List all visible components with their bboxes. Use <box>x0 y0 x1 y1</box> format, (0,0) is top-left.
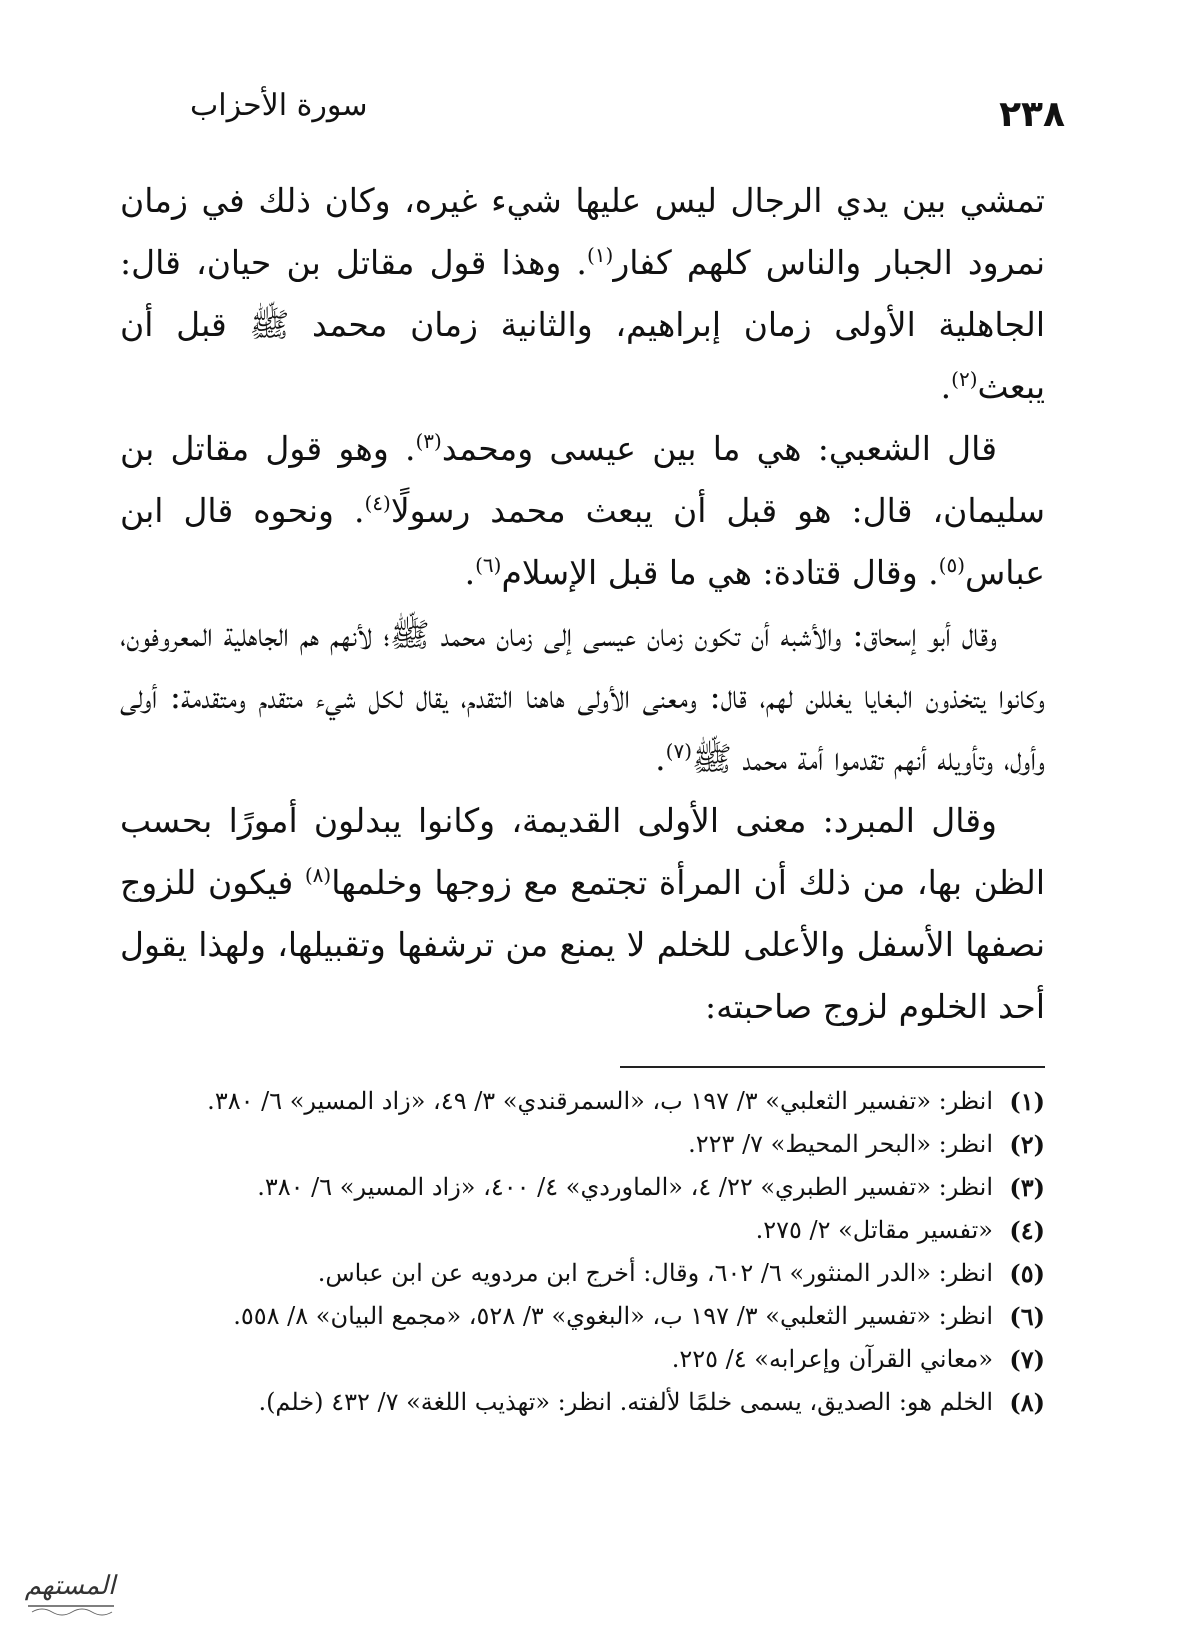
footnote-divider <box>620 1066 1045 1068</box>
footnote-number: (٨) <box>1009 1388 1045 1417</box>
page-header <box>120 88 1065 138</box>
footnote-text: «معاني القرآن وإعرابه» ٤/ ٢٢٥. <box>671 1345 993 1373</box>
footnote <box>120 1209 1045 1252</box>
footnote-text: انظر: «تفسير الطبري» ٢٢/ ٤، «الماوردي» ٤/ ٤٠٠، «زاد المسير» ٦/ ٣٨٠. <box>257 1173 993 1201</box>
running-title: سورة الأحزاب <box>190 88 368 123</box>
text-run: وقال أبو إسحاق: والأشبه أن تكون زمان عيسى إلى زمان محمد ﷺ؛ لأنهم هم الجاهلية المعروفون، وكانوا يتخذون البغايا يغللن لهم، قال: ومعنى الأولى هاهنا التقدم، يقال لكل شيء متقدم ومتقدمة: أولى وأول، وتأويله أنهم تقدموا أمة محمد ﷺ <box>120 615 1045 778</box>
footnote-ref: (٤) <box>364 491 391 515</box>
text-run: . وقال قتادة: هي ما قبل الإسلام <box>501 553 939 592</box>
main-text <box>120 170 1045 1038</box>
footnote <box>120 1295 1045 1338</box>
footnote <box>120 1381 1045 1424</box>
footnote <box>120 1080 1045 1123</box>
paragraph <box>120 170 1045 418</box>
footnote-ref: (٦) <box>475 553 502 577</box>
footnote-text: انظر: «تفسير الثعلبي» ٣/ ١٩٧ ب، «البغوي» ٣/ ٥٢٨، «مجمع البيان» ٨/ ٥٥٨. <box>233 1302 993 1330</box>
footnote-text: انظر: «تفسير الثعلبي» ٣/ ١٩٧ ب، «السمرقندي» ٣/ ٤٩، «زاد المسير» ٦/ ٣٨٠. <box>207 1087 993 1115</box>
text-run: . ونحوه قال ابن عباس <box>120 491 1045 592</box>
footnote-ref: (٥) <box>938 553 965 577</box>
footnote <box>120 1123 1045 1166</box>
footnote-ref: (٢) <box>951 367 978 391</box>
text-run: . <box>655 739 666 778</box>
footnote-number: (٢) <box>1009 1130 1045 1159</box>
footnote-ref: (٨) <box>304 863 332 887</box>
footnote-number: (٦) <box>1009 1302 1045 1331</box>
footnote <box>120 1166 1045 1209</box>
footnote-number: (١) <box>1009 1087 1045 1116</box>
text-run: . <box>464 553 476 592</box>
footnote-text: انظر: «الدر المنثور» ٦/ ٦٠٢، وقال: أخرج ابن مردويه عن ابن عباس. <box>317 1259 993 1287</box>
library-stamp-logo <box>10 1560 130 1620</box>
footnote-text: انظر: «البحر المحيط» ٧/ ٢٢٣. <box>688 1130 993 1158</box>
footnote-text: «تفسير مقاتل» ٢/ ٢٧٥. <box>755 1216 993 1244</box>
footnote-number: (٤) <box>1009 1216 1045 1245</box>
text-run: قال الشعبي: هي ما بين عيسى ومحمد <box>441 429 997 468</box>
footnote <box>120 1338 1045 1381</box>
paragraph <box>120 604 1045 790</box>
footnote-ref: (١) <box>586 243 614 267</box>
footnote-number: (٥) <box>1009 1259 1045 1288</box>
text-run: . <box>940 367 952 406</box>
text-run: . وهذا قول مقاتل بن حيان، قال: الجاهلية الأولى زمان إبراهيم، والثانية زمان محمد ﷺ قبل أن يبعث <box>120 243 1045 406</box>
stamp-lettering: المستهم <box>24 1571 116 1601</box>
paragraph <box>120 790 1045 1038</box>
text-run: . وهو قول مقاتل بن سليمان، قال: هو قبل أن يبعث محمد رسولًا <box>120 429 1045 530</box>
footnote-ref: (٧) <box>665 739 693 763</box>
footnote <box>120 1252 1045 1295</box>
text-run: وقال المبرد: معنى الأولى القديمة، وكانوا يبدلون أمورًا بحسب الظن بها، من ذلك أن المرأة تجتمع مع زوجها وخلمها <box>120 801 1045 902</box>
page-number: ٢٣٨ <box>999 94 1065 135</box>
footnotes <box>120 1080 1045 1424</box>
footnote-text: الخلم هو: الصديق، يسمى خلمًا لألفته. انظر: «تهذيب اللغة» ٧/ ٤٣٢ (خلم). <box>258 1388 993 1416</box>
footnote-number: (٧) <box>1009 1345 1045 1374</box>
footnote-ref: (٣) <box>415 429 442 453</box>
text-run: تمشي بين يدي الرجال ليس عليها شيء غيره، وكان ذلك في زمان نمرود الجبار والناس كلهم كفار <box>120 181 1045 282</box>
paragraph <box>120 418 1045 604</box>
text-run: فيكون للزوج نصفها الأسفل والأعلى للخلم لا يمنع من ترشفها وتقبيلها، ولهذا يقول أحد الخلوم لزوج صاحبته: <box>120 863 1045 1026</box>
footnote-number: (٣) <box>1009 1173 1045 1202</box>
